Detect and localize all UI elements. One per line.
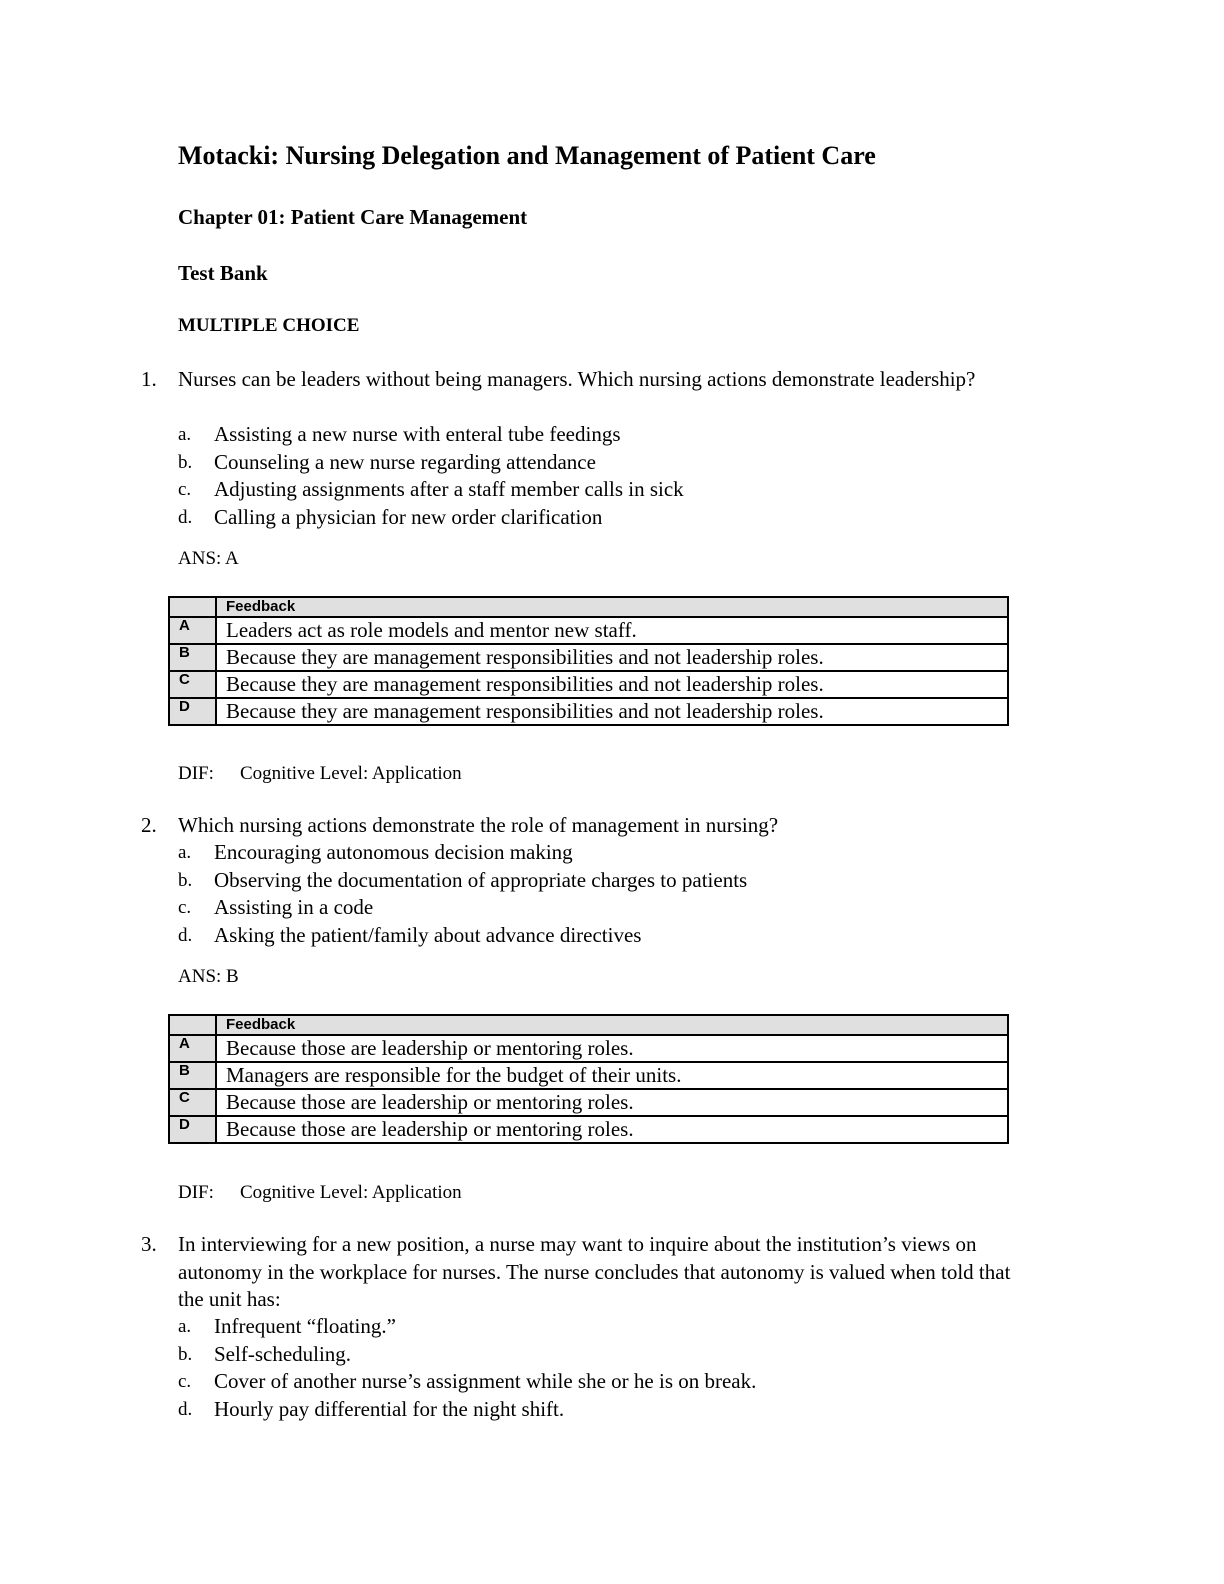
option-b (178, 867, 1018, 895)
option-list (178, 1313, 1018, 1423)
chapter-heading: Chapter 01: Patient Care Management (178, 205, 528, 229)
question-number: 1. (141, 367, 157, 391)
option-text: Counseling a new nurse regarding attendance (214, 449, 596, 474)
feedback-row (169, 698, 1008, 725)
option-letter: d. (178, 506, 193, 528)
option-list (178, 839, 1018, 949)
option-letter: a. (178, 1316, 192, 1337)
option-letter: b. (178, 451, 193, 473)
option-letter: b. (178, 869, 193, 891)
feedback-text: Leaders act as role models and mentor new staff. (216, 617, 1008, 644)
option-d (178, 504, 1018, 532)
option-letter: b. (178, 1343, 193, 1365)
feedback-table-2 (168, 1014, 1009, 1144)
feedback-corner-cell (169, 1015, 216, 1035)
question-number: 2. (141, 813, 157, 837)
option-a (178, 839, 1018, 867)
option-a (178, 421, 1018, 449)
answer-2: ANS: B (178, 966, 239, 987)
feedback-header: Feedback (216, 1015, 1008, 1035)
option-text: Observing the documentation of appropriate charges to patients (214, 867, 748, 892)
feedback-letter: B (169, 644, 216, 671)
document-title: Motacki: Nursing Delegation and Management of Patient Care (178, 141, 876, 170)
option-text: Hourly pay differential for the night shift. (214, 1396, 565, 1421)
option-list (178, 421, 1018, 531)
section-heading: MULTIPLE CHOICE (178, 315, 360, 336)
answer-1: ANS: A (178, 548, 239, 569)
difficulty-label: DIF: (178, 763, 214, 784)
option-c (178, 476, 1018, 504)
feedback-letter: A (169, 1035, 216, 1062)
feedback-text: Because they are management responsibilities and not leadership roles. (216, 698, 1008, 725)
option-text: Cover of another nurse’s assignment while she or he is on break. (214, 1369, 757, 1393)
feedback-row (169, 1035, 1008, 1062)
feedback-text: Because those are leadership or mentoring roles. (216, 1116, 1008, 1143)
feedback-row (169, 644, 1008, 671)
feedback-letter: D (169, 698, 216, 725)
feedback-header: Feedback (216, 597, 1008, 617)
feedback-text: Because they are management responsibilities and not leadership roles. (216, 671, 1008, 698)
difficulty-label: DIF: (178, 1182, 214, 1203)
option-text: Assisting in a code (214, 895, 374, 919)
option-text: Self-scheduling. (214, 1341, 352, 1366)
option-letter: d. (178, 1398, 193, 1420)
feedback-header-row (169, 1015, 1008, 1035)
option-b (178, 449, 1018, 477)
option-text: Calling a physician for new order clarification (214, 504, 603, 529)
question-stem: In interviewing for a new position, a nurse may want to inquire about the institution’s views on autonomy in the workplace for nurses. The nurse concludes that autonomy is valued when told that the unit has: (178, 1232, 1011, 1311)
feedback-letter: C (169, 671, 216, 698)
option-text: Asking the patient/family about advance directives (214, 922, 642, 947)
question-stem: Nurses can be leaders without being managers. Which nursing actions demonstrate leadership? (178, 367, 976, 391)
feedback-table-1 (168, 596, 1009, 726)
difficulty-value: Cognitive Level: Application (240, 1182, 462, 1203)
option-letter: a. (178, 424, 192, 445)
feedback-letter: D (169, 1116, 216, 1143)
option-letter: d. (178, 924, 193, 946)
feedback-text: Because those are leadership or mentoring roles. (216, 1089, 1008, 1116)
feedback-corner-cell (169, 597, 216, 617)
test-bank-heading: Test Bank (178, 261, 268, 285)
difficulty-2 (178, 1181, 462, 1205)
option-text: Encouraging autonomous decision making (214, 840, 573, 864)
option-text: Infrequent “floating.” (214, 1314, 396, 1338)
difficulty-1 (178, 762, 462, 786)
option-text: Adjusting assignments after a staff member calls in sick (214, 477, 684, 501)
option-c (178, 1368, 1018, 1396)
feedback-letter: B (169, 1062, 216, 1089)
feedback-letter: C (169, 1089, 216, 1116)
option-letter: c. (178, 479, 192, 500)
question-stem: Which nursing actions demonstrate the role of management in nursing? (178, 813, 779, 837)
feedback-text: Managers are responsible for the budget of their units. (216, 1062, 1008, 1089)
feedback-row (169, 1062, 1008, 1089)
question-number: 3. (141, 1232, 157, 1256)
feedback-header-row (169, 597, 1008, 617)
feedback-text: Because those are leadership or mentoring roles. (216, 1035, 1008, 1062)
feedback-row (169, 617, 1008, 644)
option-letter: c. (178, 1371, 192, 1392)
feedback-row (169, 1116, 1008, 1143)
option-a (178, 1313, 1018, 1341)
feedback-row (169, 1089, 1008, 1116)
feedback-text: Because they are management responsibilities and not leadership roles. (216, 644, 1008, 671)
option-d (178, 922, 1018, 950)
difficulty-value: Cognitive Level: Application (240, 763, 462, 784)
option-text: Assisting a new nurse with enteral tube feedings (214, 422, 621, 446)
feedback-letter: A (169, 617, 216, 644)
feedback-row (169, 671, 1008, 698)
option-letter: c. (178, 897, 192, 918)
option-d (178, 1396, 1018, 1424)
option-b (178, 1341, 1018, 1369)
option-letter: a. (178, 842, 192, 863)
option-c (178, 894, 1018, 922)
